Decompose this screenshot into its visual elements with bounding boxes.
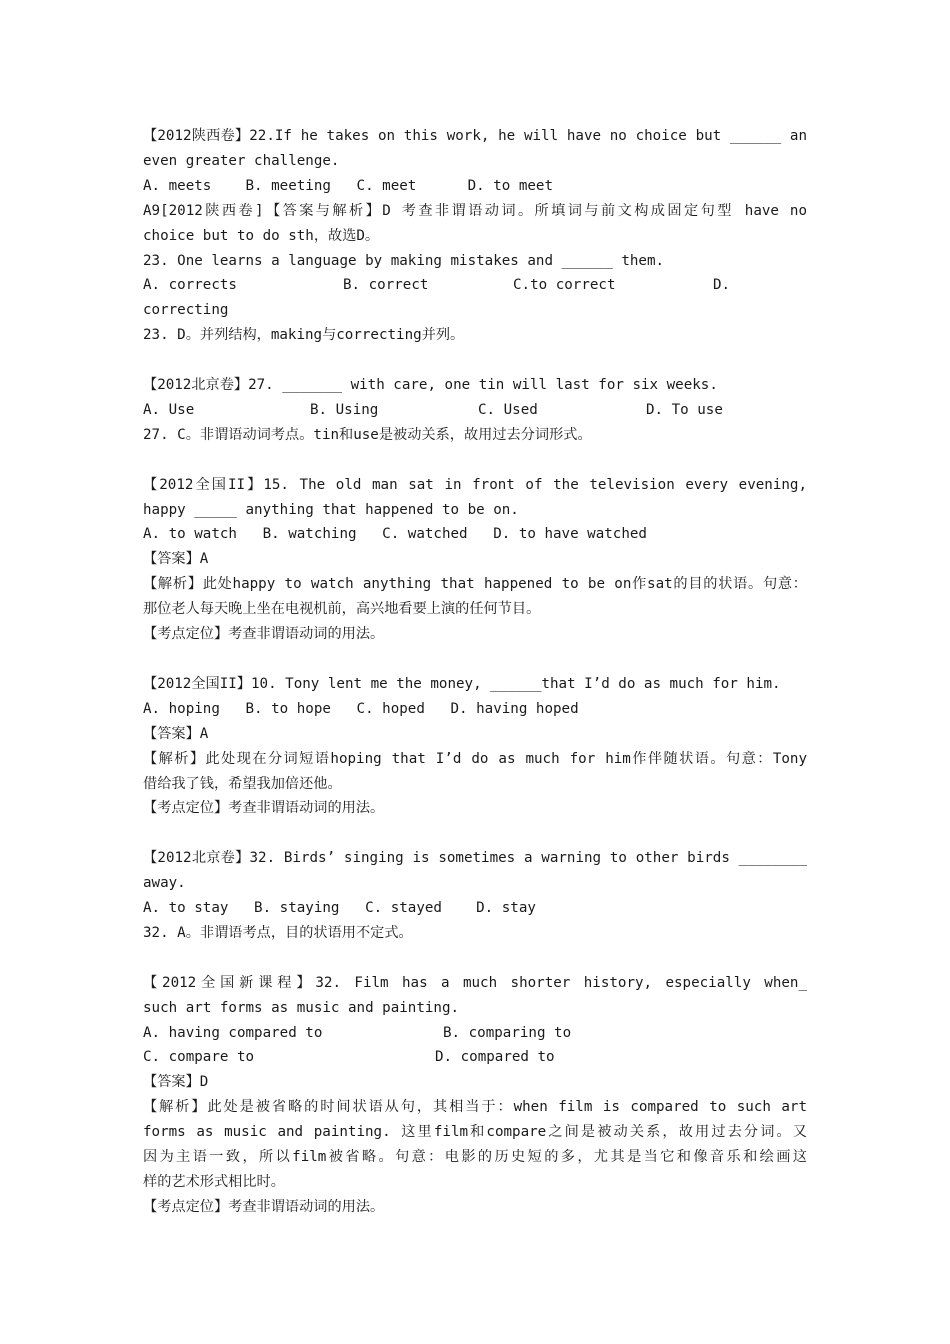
- option-a: A. Use: [143, 401, 195, 418]
- question-stem: such art forms as music and painting.: [143, 999, 460, 1016]
- option-a: A. having compared to: [143, 1024, 323, 1041]
- question-options: [143, 398, 807, 423]
- option-d: D. To use: [646, 401, 723, 418]
- option-b: B. comparing to: [443, 1024, 572, 1041]
- question-options: A. meets B. meeting C. meet D. to meet: [143, 177, 553, 194]
- question-options: [143, 1021, 807, 1046]
- option-c: C. compare to: [143, 1049, 255, 1066]
- question-stem: even greater challenge.: [143, 152, 340, 169]
- question-options: A. hoping B. to hope C. hoped D. having hoped: [143, 700, 579, 717]
- test-point: 【考点定位】考查非谓语动词的用法。: [143, 626, 385, 643]
- test-point: 【考点定位】考查非谓语动词的用法。: [143, 800, 385, 817]
- spacer: [143, 821, 807, 846]
- question-stem: away.: [143, 875, 186, 892]
- answer-analysis: 【解析】此处是被省略的时间状语从句，其相当于：when film is compared to such art: [143, 1099, 807, 1116]
- answer-analysis: choice but to do sth，故选D。: [143, 227, 380, 244]
- question-options: [143, 1045, 807, 1070]
- question-block: [143, 971, 807, 1220]
- answer-label: 【答案】D: [143, 1074, 209, 1091]
- question-stem: 【2012全国II】10. Tony lent me the money, ______that I’d do as much for him.: [143, 675, 781, 692]
- answer-analysis: 样的艺术形式相比时。: [143, 1173, 285, 1190]
- question-options: A. to watch B. watching C. watched D. to have watched: [143, 526, 647, 543]
- question-block: [143, 124, 807, 249]
- question-block: [143, 473, 807, 647]
- option-c: C.to correct: [513, 277, 616, 294]
- option-c: C. Used: [478, 401, 538, 418]
- spacer: [143, 448, 807, 473]
- question-stem: happy _____ anything that happened to be on.: [143, 501, 519, 518]
- answer-analysis: 借给我了钱，希望我加倍还他。: [143, 775, 342, 792]
- question-block: [143, 846, 807, 946]
- option-d: D. compared to: [435, 1049, 555, 1066]
- question-options: A. to stay B. staying C. stayed D. stay: [143, 900, 536, 917]
- option-d: D.: [713, 277, 731, 294]
- question-stem: 【2012陕西卷】22.If he takes on this work, he will have no choice but ______ an: [143, 128, 807, 144]
- answer-label: 【答案】A: [143, 551, 209, 568]
- spacer: [143, 348, 807, 373]
- option-b: B. Using: [310, 401, 379, 418]
- answer-analysis: 32. A。非谓语考点，目的状语用不定式。: [143, 924, 413, 941]
- answer-analysis: forms as music and painting. 这里film和compare之间是被动关系，故用过去分词。又: [143, 1124, 807, 1141]
- question-stem: 【2012全国II】15. The old man sat in front of the television every evening,: [143, 476, 807, 493]
- question-stem: 【2012北京卷】32. Birds’ singing is sometimes a warning to other birds ________: [143, 850, 807, 867]
- answer-analysis: 那位老人每天晚上坐在电视机前，高兴地看要上演的任何节目。: [143, 601, 541, 618]
- answer-analysis: 23. D。并列结构，making与correcting并列。: [143, 327, 465, 344]
- answer-analysis: 【解析】此处happy to watch anything that happened to be on作sat的目的状语。句意：: [143, 576, 807, 593]
- question-block: [143, 249, 807, 349]
- answer-analysis: A9[2012陕西卷]【答案与解析】D 考查非谓语动词。所填词与前文构成固定句型 have no: [143, 202, 807, 219]
- answer-analysis: 27. C。非谓语动词考点。tin和use是被动关系，故用过去分词形式。: [143, 426, 592, 443]
- answer-analysis: 【解析】此处现在分词短语hoping that I’d do as much for him作伴随状语。句意：Tony: [143, 750, 807, 767]
- spacer: [143, 946, 807, 971]
- question-stem: 【2012北京卷】27. _______ with care, one tin will last for six weeks.: [143, 377, 718, 394]
- question-block: [143, 672, 807, 821]
- spacer: [143, 647, 807, 672]
- question-stem: 23. One learns a language by making mistakes and ______ them.: [143, 252, 665, 269]
- document-page: [143, 124, 807, 1220]
- option-d-continued: correcting: [143, 302, 229, 319]
- question-block: [143, 373, 807, 448]
- test-point: 【考点定位】考查非谓语动词的用法。: [143, 1198, 385, 1215]
- option-b: B. correct: [343, 277, 429, 294]
- answer-analysis: 因为主语一致，所以film被省略。句意：电影的历史短的多，尤其是当它和像音乐和绘画这: [143, 1149, 807, 1166]
- answer-label: 【答案】A: [143, 725, 209, 742]
- option-a: A. corrects: [143, 277, 237, 294]
- question-stem: 【2012全国新课程】32. Film has a much shorter history, especially when_: [143, 974, 807, 991]
- question-options: [143, 273, 807, 298]
